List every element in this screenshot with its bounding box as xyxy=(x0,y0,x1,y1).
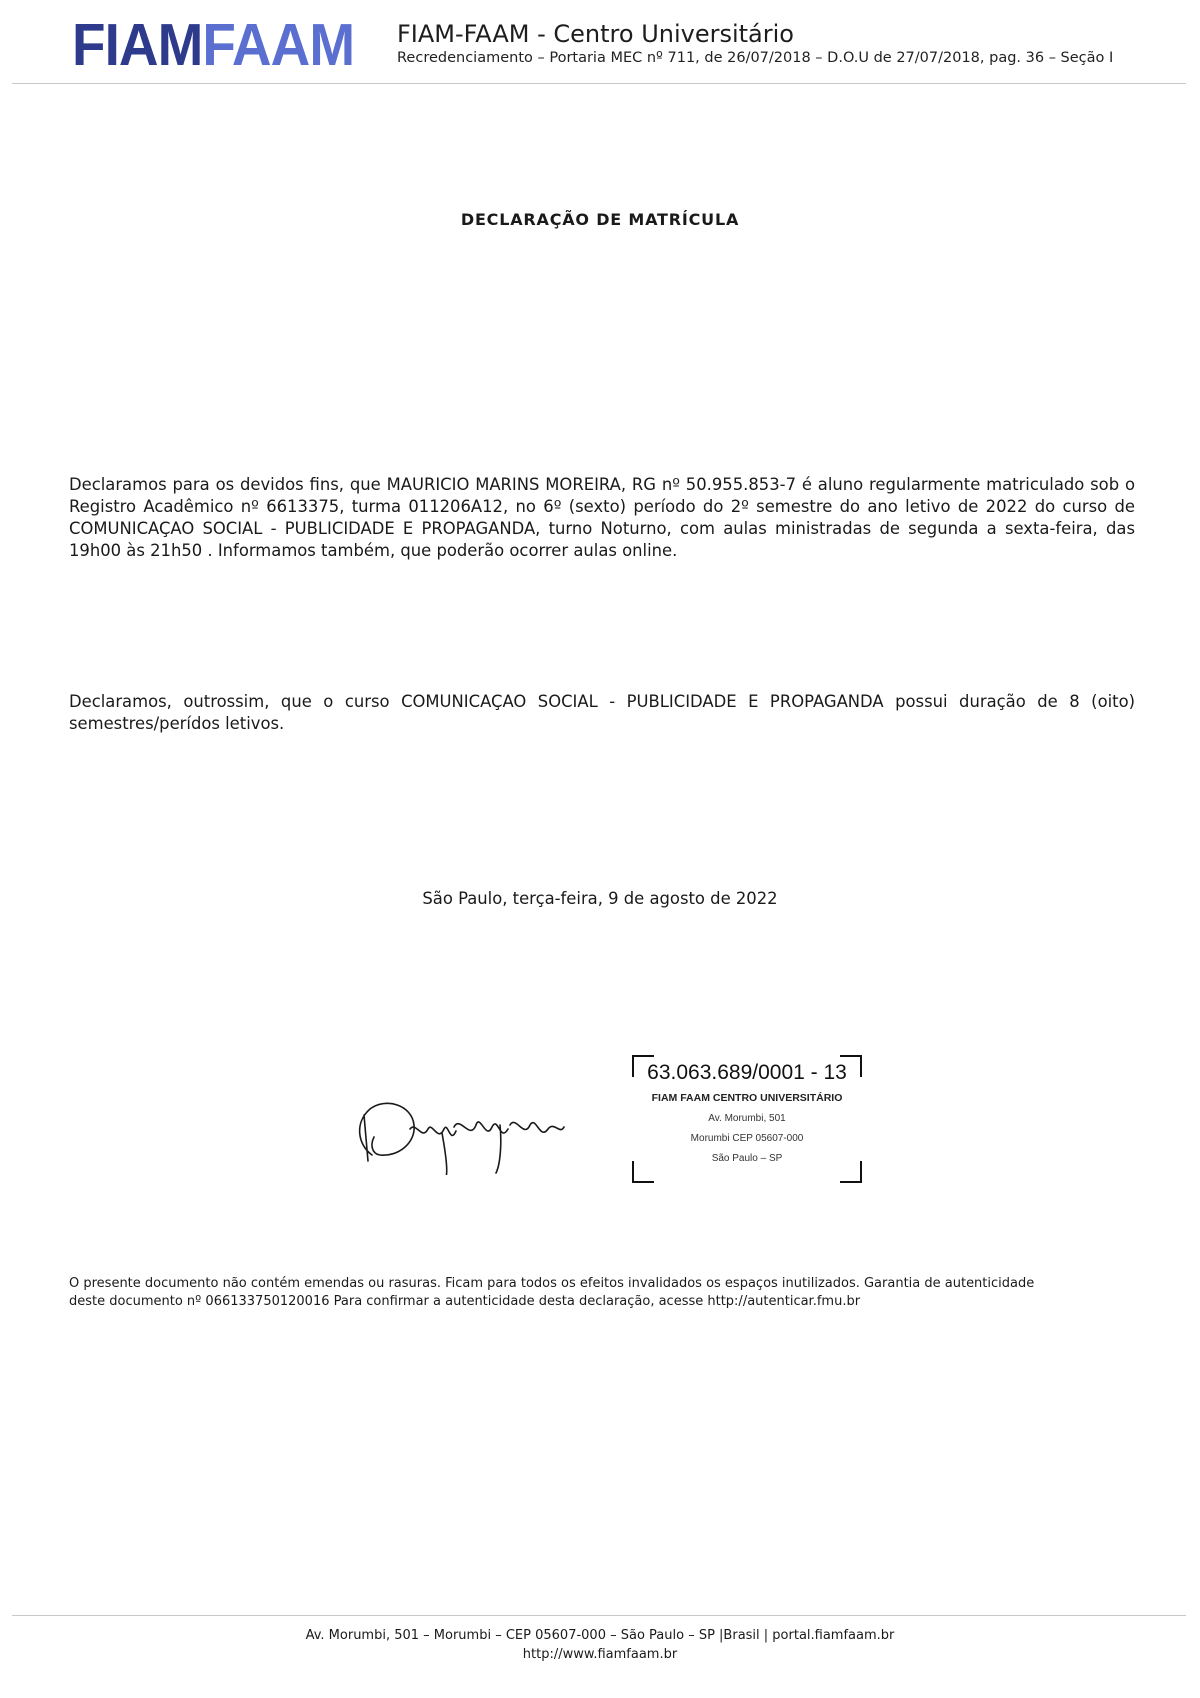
stamp-address-line: Av. Morumbi, 501 xyxy=(708,1113,786,1124)
course-duration-paragraph: Declaramos, outrossim, que o curso COMUNICAÇAO SOCIAL - PUBLICIDADE E PROPAGANDA possui duração de 8 (oito) semestres/perídos letivos. xyxy=(69,692,1135,733)
stamp-institution-name: FIAM FAAM CENTRO UNIVERSITÁRIO xyxy=(651,1092,843,1104)
stamp-corner xyxy=(840,1161,862,1183)
footer-website: http://www.fiamfaam.br xyxy=(522,1647,678,1662)
footer-divider xyxy=(12,1615,1186,1616)
footer-address: Av. Morumbi, 501 – Morumbi – CEP 05607-000 – São Paulo – SP |Brasil | portal.fiamfaam.br xyxy=(305,1628,895,1643)
authenticity-notice: O presente documento não contém emendas ou rasuras. Ficam para todos os efeitos invalidados os espaços inutilizados. Garantia de autenticidade deste documento nº 066133750120016 Para confirmar a autenticidade desta declaração, acesse http://autenticar.fmu.br xyxy=(69,1276,1035,1309)
declaration-paragraph: Declaramos para os devidos fins, que MAURICIO MARINS MOREIRA, RG nº 50.955.853-7 é aluno regularmente matriculado sob o Registro Acadêmico nº 6613375, turma 011206A12, no 6º (sexto) período do 2º semestre do ano letivo de 2022 do curso de COMUNICAÇAO SOCIAL - PUBLICIDADE E PROPAGANDA, turno Noturno, com aulas ministradas de segunda a sexta-feira, das 19h00 às 21h50 . Informamos também, que poderão ocorrer aulas online. xyxy=(69,475,1135,560)
signature xyxy=(350,1085,570,1175)
logo-faam: FAAM xyxy=(202,12,355,78)
accreditation-line: Recredenciamento – Portaria MEC nº 711, de 26/07/2018 – D.O.U de 27/07/2018, pag. 36 – Seção I xyxy=(397,50,1114,66)
stamp-address-line: São Paulo – SP xyxy=(711,1153,783,1164)
place-date-line: São Paulo, terça-feira, 9 de agosto de 2022 xyxy=(422,889,778,908)
document-title: DECLARAÇÃO DE MATRÍCULA xyxy=(460,210,740,229)
logo-fiam: FIAM xyxy=(72,12,203,78)
cnpj-stamp xyxy=(632,1055,862,1183)
header-divider xyxy=(12,83,1186,84)
stamp-cnpj: 63.063.689/0001 - 13 xyxy=(647,1061,847,1084)
stamp-address-line: Morumbi CEP 05607-000 xyxy=(690,1133,804,1144)
institution-logo xyxy=(72,12,355,78)
institution-name: FIAM-FAAM - Centro Universitário xyxy=(397,20,794,48)
stamp-corner xyxy=(632,1161,654,1183)
